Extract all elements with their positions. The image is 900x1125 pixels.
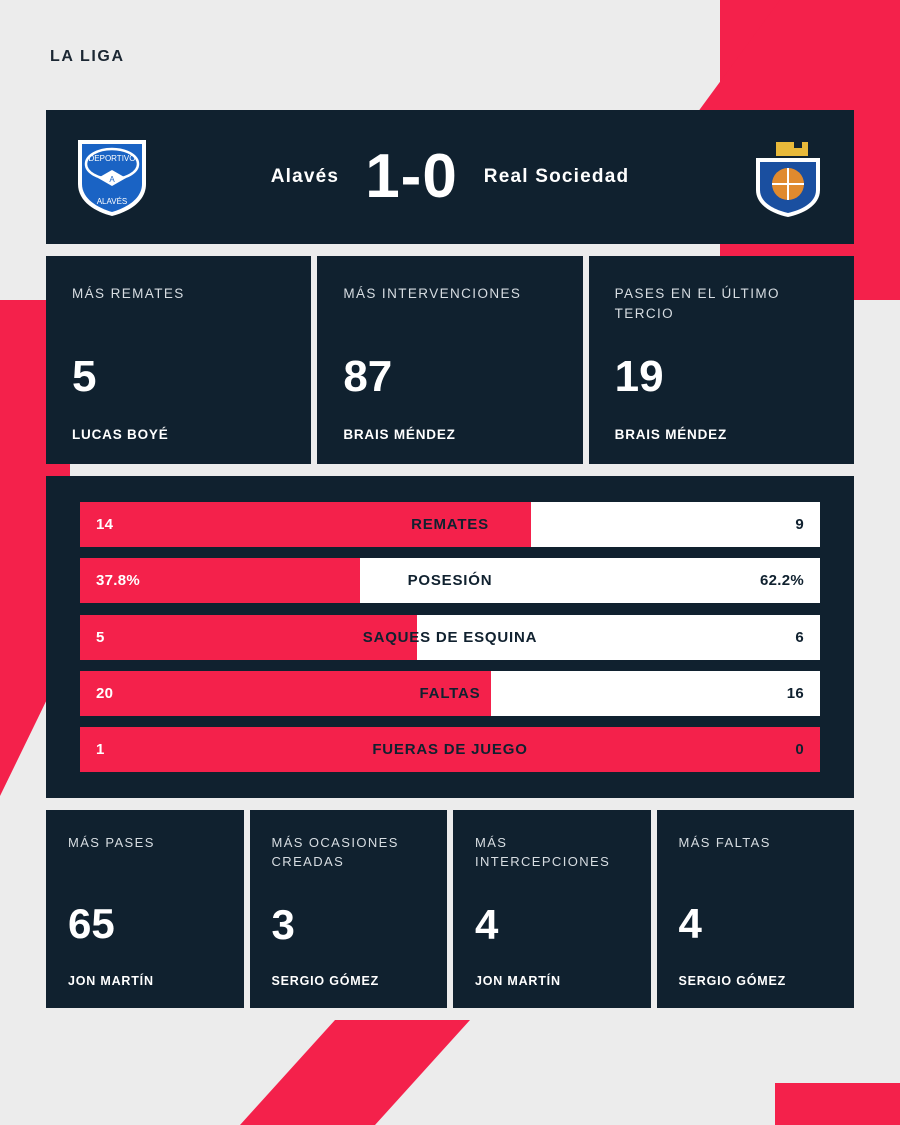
stat-card-player: SERGIO GÓMEZ bbox=[271, 974, 380, 988]
stat-card-value: 87 bbox=[343, 351, 393, 401]
stat-bar-row bbox=[80, 671, 820, 716]
stat-label: SAQUES DE ESQUINA bbox=[362, 628, 538, 646]
stat-card-player: BRAIS MÉNDEZ bbox=[614, 427, 728, 442]
svg-text:ALAVÉS: ALAVÉS bbox=[96, 197, 128, 206]
home-value: 37.8% bbox=[96, 572, 141, 590]
stat-card-caption: MÁS OCASIONES CREADAS bbox=[271, 835, 399, 869]
decorative-shape bbox=[775, 1083, 900, 1125]
stat-bar-row bbox=[80, 502, 820, 547]
home-value: 14 bbox=[96, 516, 114, 533]
stat-card bbox=[589, 256, 854, 464]
stat-label: REMATES bbox=[411, 516, 489, 533]
page-title: LA LIGA bbox=[50, 48, 125, 65]
stat-bar-row bbox=[80, 558, 820, 603]
stat-card-caption: MÁS FALTAS bbox=[678, 835, 771, 850]
stat-card-caption: MÁS REMATES bbox=[72, 286, 185, 301]
real-sociedad-crest-icon bbox=[748, 134, 828, 220]
stat-card-caption: MÁS INTERCEPCIONES bbox=[475, 835, 611, 869]
stat-bar-row bbox=[80, 615, 820, 660]
away-bar-fill bbox=[531, 502, 820, 547]
away-bar-fill bbox=[491, 671, 820, 716]
top-stat-cards bbox=[46, 256, 854, 464]
score-block bbox=[152, 142, 748, 211]
decorative-shape bbox=[240, 1020, 470, 1125]
home-bar-fill bbox=[80, 671, 491, 716]
svg-text:DEPORTIVO: DEPORTIVO bbox=[88, 154, 136, 163]
away-team-name: Real Sociedad bbox=[483, 166, 630, 187]
stat-card-caption: PASES EN EL ÚLTIMO TERCIO bbox=[614, 286, 780, 321]
alaves-crest-icon bbox=[72, 134, 152, 220]
svg-text:A: A bbox=[109, 175, 115, 184]
stat-label: FALTAS bbox=[419, 684, 481, 702]
away-bar-fill bbox=[360, 558, 820, 603]
stat-card-caption: MÁS PASES bbox=[68, 835, 155, 850]
stat-label: POSESIÓN bbox=[407, 572, 493, 590]
stat-card bbox=[657, 810, 855, 1008]
home-team-name: Alavés bbox=[270, 166, 340, 187]
scoreboard bbox=[46, 110, 854, 244]
home-value: 20 bbox=[96, 684, 114, 702]
bottom-stat-cards bbox=[46, 810, 854, 1008]
home-value: 5 bbox=[96, 628, 105, 646]
stat-card-value: 65 bbox=[68, 900, 115, 947]
stat-card bbox=[46, 810, 244, 1008]
stat-card bbox=[453, 810, 651, 1008]
stat-card-value: 5 bbox=[72, 351, 97, 401]
stat-card-player: JON MARTÍN bbox=[68, 974, 154, 988]
away-value: 62.2% bbox=[759, 572, 804, 590]
score-value: 1-0 bbox=[365, 142, 458, 211]
stat-card-player: BRAIS MÉNDEZ bbox=[343, 427, 456, 442]
home-bar-fill bbox=[80, 615, 417, 660]
stat-card bbox=[250, 810, 448, 1008]
stat-card bbox=[46, 256, 311, 464]
stat-card-value: 3 bbox=[271, 900, 295, 948]
stat-card-caption: MÁS INTERVENCIONES bbox=[343, 286, 522, 301]
stat-card-player: JON MARTÍN bbox=[475, 974, 561, 988]
away-value: 0 bbox=[795, 741, 804, 758]
stat-card-player: SERGIO GÓMEZ bbox=[678, 974, 787, 988]
away-bar-fill bbox=[417, 615, 820, 660]
stat-bar-row bbox=[80, 727, 820, 772]
away-value: 16 bbox=[786, 684, 804, 702]
away-value: 9 bbox=[795, 516, 804, 533]
stat-card-value: 4 bbox=[678, 900, 702, 947]
away-value: 6 bbox=[795, 628, 804, 646]
home-bar-fill bbox=[80, 727, 820, 772]
stat-card-value: 4 bbox=[475, 900, 499, 948]
home-value: 1 bbox=[96, 741, 105, 758]
home-bar-fill bbox=[80, 502, 531, 547]
stat-card bbox=[317, 256, 582, 464]
stat-label: FUERAS DE JUEGO bbox=[372, 741, 528, 758]
match-stats-bars bbox=[46, 476, 854, 798]
stat-card-value: 19 bbox=[614, 352, 664, 402]
stat-card-player: LUCAS BOYÉ bbox=[72, 427, 169, 442]
